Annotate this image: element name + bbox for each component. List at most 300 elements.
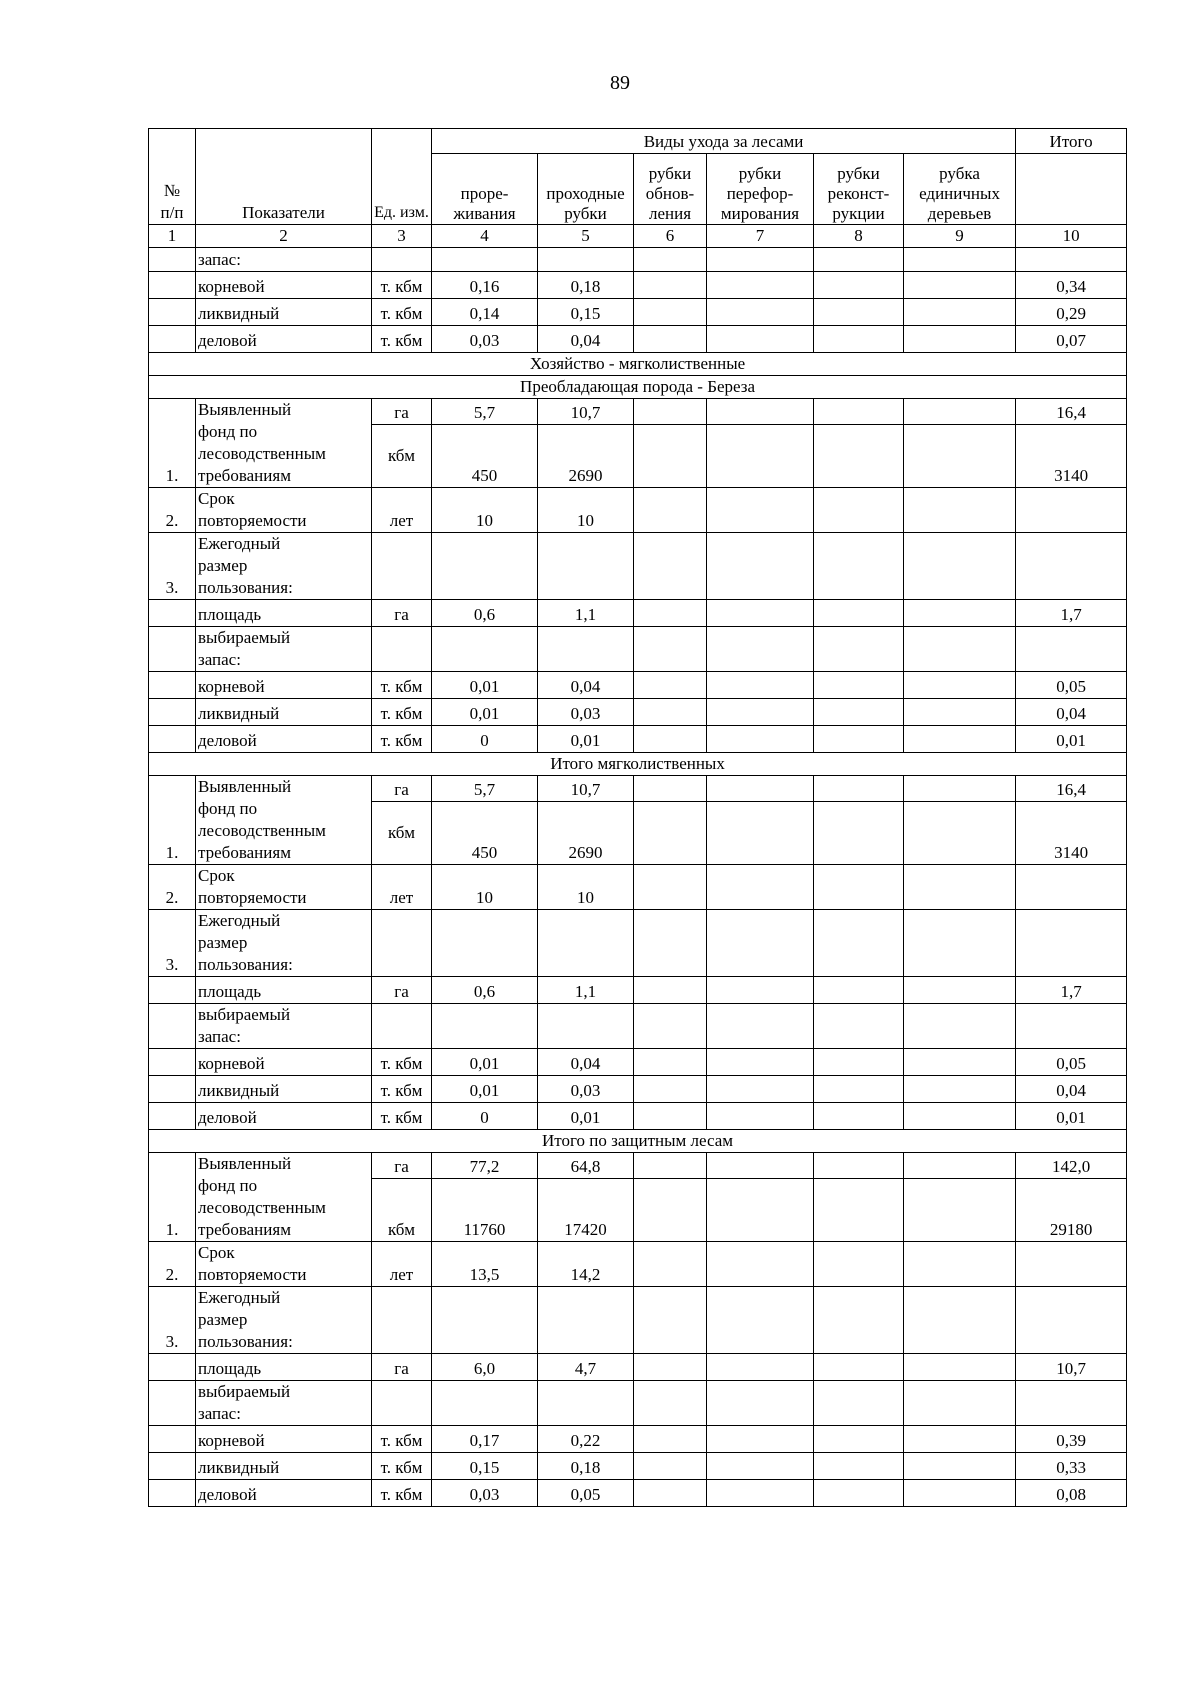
empty-cell xyxy=(634,1049,707,1076)
empty-cell xyxy=(634,1453,707,1480)
indicator-label: площадь xyxy=(196,1354,372,1381)
empty-cell xyxy=(538,627,634,672)
header-type: рубка единичных деревьев xyxy=(904,154,1016,225)
indicator-label: Ежегодный размер пользования: xyxy=(196,533,372,600)
empty-cell xyxy=(904,1287,1016,1354)
empty-cell xyxy=(149,1076,196,1103)
column-number: 10 xyxy=(1016,225,1127,248)
indicator-label: корневой xyxy=(196,272,372,299)
unit-cell: кбм xyxy=(372,802,432,865)
empty-cell xyxy=(634,600,707,627)
empty-cell xyxy=(634,1153,707,1179)
indicator-label: Срок повторяемости xyxy=(196,1242,372,1287)
empty-cell xyxy=(904,726,1016,753)
indicator-label: площадь xyxy=(196,600,372,627)
value-thinning: 13,5 xyxy=(432,1242,538,1287)
empty-cell xyxy=(814,1287,904,1354)
empty-cell xyxy=(814,1103,904,1130)
empty-cell xyxy=(814,627,904,672)
value-passage-cut: 0,22 xyxy=(538,1426,634,1453)
value-thinning: 10 xyxy=(432,865,538,910)
empty-cell xyxy=(634,1076,707,1103)
value-passage-cut: 0,15 xyxy=(538,299,634,326)
empty-cell xyxy=(634,1354,707,1381)
empty-cell xyxy=(707,399,814,425)
empty-cell xyxy=(904,1103,1016,1130)
empty-cell xyxy=(634,1004,707,1049)
value-thinning xyxy=(432,248,538,272)
empty-cell xyxy=(814,977,904,1004)
empty-cell xyxy=(707,248,814,272)
value-thinning: 0 xyxy=(432,726,538,753)
empty-cell xyxy=(707,533,814,600)
empty-cell xyxy=(814,1004,904,1049)
indicator-label: Выявленный фонд по лесоводственным требованиям xyxy=(196,399,372,488)
header-type: рубки перефор- мирования xyxy=(707,154,814,225)
value-total: 3140 xyxy=(1016,425,1127,488)
empty-cell xyxy=(149,299,196,326)
empty-cell xyxy=(149,1426,196,1453)
unit-cell: т. кбм xyxy=(372,299,432,326)
empty-cell xyxy=(904,1179,1016,1242)
empty-cell xyxy=(634,1103,707,1130)
indicator-label: деловой xyxy=(196,1480,372,1507)
header-num: № п/п xyxy=(149,129,196,225)
empty-cell xyxy=(634,1179,707,1242)
empty-cell xyxy=(538,1004,634,1049)
empty-cell xyxy=(634,699,707,726)
value-total: 29180 xyxy=(1016,1179,1127,1242)
empty-cell xyxy=(814,1153,904,1179)
empty-cell xyxy=(1016,1004,1127,1049)
empty-cell xyxy=(372,627,432,672)
indicator-label: выбираемый запас: xyxy=(196,1381,372,1426)
value-total: 16,4 xyxy=(1016,399,1127,425)
value-total: 0,05 xyxy=(1016,1049,1127,1076)
empty-cell xyxy=(149,726,196,753)
indicator-label: запас: xyxy=(196,248,372,272)
empty-cell xyxy=(707,1287,814,1354)
empty-cell xyxy=(372,910,432,977)
empty-cell xyxy=(904,488,1016,533)
empty-cell xyxy=(904,1242,1016,1287)
empty-cell xyxy=(707,1179,814,1242)
row-number: 1. xyxy=(149,1153,196,1242)
value-thinning: 0,14 xyxy=(432,299,538,326)
empty-cell xyxy=(904,672,1016,699)
empty-cell xyxy=(1016,488,1127,533)
empty-cell xyxy=(149,248,196,272)
empty-cell xyxy=(1016,627,1127,672)
value-thinning: 6,0 xyxy=(432,1354,538,1381)
empty-cell xyxy=(372,1381,432,1426)
indicator-label: Ежегодный размер пользования: xyxy=(196,910,372,977)
row-number: 2. xyxy=(149,488,196,533)
empty-cell xyxy=(432,1287,538,1354)
empty-cell xyxy=(814,299,904,326)
section-title: Итого мягколиственных xyxy=(149,753,1127,776)
empty-cell xyxy=(372,1004,432,1049)
value-passage-cut: 10 xyxy=(538,865,634,910)
value-passage-cut: 10,7 xyxy=(538,399,634,425)
empty-cell xyxy=(634,977,707,1004)
empty-cell xyxy=(814,1076,904,1103)
row-number: 2. xyxy=(149,1242,196,1287)
unit-cell: т. кбм xyxy=(372,699,432,726)
indicator-label: деловой xyxy=(196,726,372,753)
empty-cell xyxy=(904,326,1016,353)
value-thinning: 0,6 xyxy=(432,600,538,627)
value-thinning: 77,2 xyxy=(432,1153,538,1179)
empty-cell xyxy=(634,776,707,802)
column-number: 7 xyxy=(707,225,814,248)
indicator-label: ликвидный xyxy=(196,1453,372,1480)
empty-cell xyxy=(814,1179,904,1242)
unit-cell: т. кбм xyxy=(372,326,432,353)
empty-cell xyxy=(432,627,538,672)
empty-cell xyxy=(634,1242,707,1287)
empty-cell xyxy=(149,1049,196,1076)
column-number: 5 xyxy=(538,225,634,248)
value-thinning: 0,15 xyxy=(432,1453,538,1480)
empty-cell xyxy=(814,776,904,802)
empty-cell xyxy=(149,1354,196,1381)
empty-cell xyxy=(904,1381,1016,1426)
empty-cell xyxy=(149,1103,196,1130)
value-thinning: 0,03 xyxy=(432,1480,538,1507)
header-unit: Ед. изм. xyxy=(372,129,432,225)
empty-cell xyxy=(634,726,707,753)
indicator-label: ликвидный xyxy=(196,1076,372,1103)
empty-cell xyxy=(904,910,1016,977)
value-thinning: 450 xyxy=(432,425,538,488)
empty-cell xyxy=(904,299,1016,326)
empty-cell xyxy=(707,802,814,865)
value-total: 0,33 xyxy=(1016,1453,1127,1480)
header-type: проре- живания xyxy=(432,154,538,225)
value-total: 0,08 xyxy=(1016,1480,1127,1507)
empty-cell xyxy=(707,1381,814,1426)
empty-cell xyxy=(1016,910,1127,977)
empty-cell xyxy=(814,1354,904,1381)
empty-cell xyxy=(814,699,904,726)
value-passage-cut: 2690 xyxy=(538,425,634,488)
empty-cell xyxy=(707,776,814,802)
indicator-label: ликвидный xyxy=(196,299,372,326)
empty-cell xyxy=(634,399,707,425)
column-number: 8 xyxy=(814,225,904,248)
empty-cell xyxy=(814,726,904,753)
value-thinning: 5,7 xyxy=(432,399,538,425)
empty-cell xyxy=(904,600,1016,627)
empty-cell xyxy=(707,1049,814,1076)
empty-cell xyxy=(432,533,538,600)
value-total: 142,0 xyxy=(1016,1153,1127,1179)
empty-cell xyxy=(814,425,904,488)
row-number: 1. xyxy=(149,776,196,865)
unit-cell: кбм xyxy=(372,425,432,488)
unit-cell: т. кбм xyxy=(372,1453,432,1480)
row-number: 3. xyxy=(149,533,196,600)
empty-cell xyxy=(814,1242,904,1287)
empty-cell xyxy=(707,299,814,326)
empty-cell xyxy=(814,1426,904,1453)
empty-cell xyxy=(432,910,538,977)
empty-cell xyxy=(149,600,196,627)
row-number: 3. xyxy=(149,910,196,977)
value-thinning: 11760 xyxy=(432,1179,538,1242)
empty-cell xyxy=(904,1076,1016,1103)
empty-cell xyxy=(1016,865,1127,910)
unit-cell: т. кбм xyxy=(372,1103,432,1130)
empty-cell xyxy=(634,248,707,272)
empty-cell xyxy=(707,1453,814,1480)
header-group: Виды ухода за лесами xyxy=(432,129,1016,154)
empty-cell xyxy=(707,1354,814,1381)
unit-cell: т. кбм xyxy=(372,1076,432,1103)
empty-cell xyxy=(707,910,814,977)
indicator-label: Срок повторяемости xyxy=(196,865,372,910)
empty-cell xyxy=(149,272,196,299)
value-passage-cut: 14,2 xyxy=(538,1242,634,1287)
empty-cell xyxy=(149,672,196,699)
unit-cell: га xyxy=(372,600,432,627)
empty-cell xyxy=(634,627,707,672)
empty-cell xyxy=(1016,1242,1127,1287)
value-thinning: 0,01 xyxy=(432,1049,538,1076)
empty-cell xyxy=(904,1049,1016,1076)
empty-cell xyxy=(707,1153,814,1179)
unit-cell: т. кбм xyxy=(372,1480,432,1507)
unit-cell xyxy=(372,248,432,272)
indicator-label: ликвидный xyxy=(196,699,372,726)
unit-cell: лет xyxy=(372,1242,432,1287)
unit-cell: кбм xyxy=(372,1179,432,1242)
unit-cell: га xyxy=(372,1354,432,1381)
indicator-label: площадь xyxy=(196,977,372,1004)
value-total: 0,34 xyxy=(1016,272,1127,299)
value-passage-cut: 64,8 xyxy=(538,1153,634,1179)
column-number: 3 xyxy=(372,225,432,248)
value-passage-cut: 4,7 xyxy=(538,1354,634,1381)
header-type: рубки реконст- рукции xyxy=(814,154,904,225)
value-passage-cut: 1,1 xyxy=(538,600,634,627)
empty-cell xyxy=(814,910,904,977)
empty-cell xyxy=(814,399,904,425)
empty-cell xyxy=(904,802,1016,865)
value-thinning: 0,03 xyxy=(432,326,538,353)
value-passage-cut: 0,01 xyxy=(538,1103,634,1130)
value-passage-cut: 0,04 xyxy=(538,672,634,699)
value-thinning: 10 xyxy=(432,488,538,533)
empty-cell xyxy=(149,699,196,726)
empty-cell xyxy=(904,248,1016,272)
empty-cell xyxy=(634,1287,707,1354)
indicator-label: корневой xyxy=(196,672,372,699)
empty-cell xyxy=(904,776,1016,802)
value-thinning: 0,01 xyxy=(432,1076,538,1103)
empty-cell xyxy=(814,272,904,299)
empty-cell xyxy=(149,977,196,1004)
empty-cell xyxy=(634,425,707,488)
value-total: 16,4 xyxy=(1016,776,1127,802)
value-thinning: 0,17 xyxy=(432,1426,538,1453)
value-passage-cut: 0,03 xyxy=(538,699,634,726)
section-title: Хозяйство - мягколиственные xyxy=(149,353,1127,376)
value-passage-cut: 0,18 xyxy=(538,1453,634,1480)
empty-cell xyxy=(814,248,904,272)
row-number: 2. xyxy=(149,865,196,910)
unit-cell: лет xyxy=(372,865,432,910)
empty-cell xyxy=(707,272,814,299)
empty-cell xyxy=(1016,1287,1127,1354)
empty-cell xyxy=(538,1381,634,1426)
empty-cell xyxy=(814,1480,904,1507)
empty-cell xyxy=(707,488,814,533)
value-total: 3140 xyxy=(1016,802,1127,865)
empty-cell xyxy=(432,1381,538,1426)
value-total: 1,7 xyxy=(1016,600,1127,627)
empty-cell xyxy=(904,1453,1016,1480)
empty-cell xyxy=(904,699,1016,726)
empty-cell xyxy=(707,865,814,910)
empty-cell xyxy=(149,1480,196,1507)
column-number: 9 xyxy=(904,225,1016,248)
column-number: 6 xyxy=(634,225,707,248)
column-number: 1 xyxy=(149,225,196,248)
unit-cell: га xyxy=(372,776,432,802)
empty-cell xyxy=(707,699,814,726)
value-total: 0,01 xyxy=(1016,726,1127,753)
empty-cell xyxy=(814,865,904,910)
empty-cell xyxy=(432,1004,538,1049)
unit-cell: га xyxy=(372,977,432,1004)
value-thinning: 0,16 xyxy=(432,272,538,299)
value-passage-cut: 10,7 xyxy=(538,776,634,802)
empty-cell xyxy=(372,1287,432,1354)
unit-cell: т. кбм xyxy=(372,672,432,699)
value-passage-cut: 0,04 xyxy=(538,326,634,353)
indicator-label: выбираемый запас: xyxy=(196,627,372,672)
empty-cell xyxy=(634,326,707,353)
empty-cell xyxy=(707,1480,814,1507)
value-total xyxy=(1016,248,1127,272)
unit-cell: га xyxy=(372,399,432,425)
forest-care-table xyxy=(148,128,1127,1507)
empty-cell xyxy=(707,1242,814,1287)
indicator-label: Выявленный фонд по лесоводственным требованиям xyxy=(196,1153,372,1242)
unit-cell: т. кбм xyxy=(372,1426,432,1453)
empty-cell xyxy=(707,1004,814,1049)
empty-cell xyxy=(814,533,904,600)
section-title: Преобладающая порода - Береза xyxy=(149,376,1127,399)
column-number: 2 xyxy=(196,225,372,248)
empty-cell xyxy=(149,1004,196,1049)
value-thinning: 0,01 xyxy=(432,699,538,726)
indicator-label: деловой xyxy=(196,326,372,353)
empty-cell xyxy=(814,672,904,699)
empty-cell xyxy=(707,627,814,672)
unit-cell: лет xyxy=(372,488,432,533)
empty-cell xyxy=(814,1453,904,1480)
empty-cell xyxy=(904,399,1016,425)
empty-cell xyxy=(707,977,814,1004)
empty-cell xyxy=(707,672,814,699)
empty-cell xyxy=(634,910,707,977)
empty-cell xyxy=(814,802,904,865)
empty-cell xyxy=(634,1426,707,1453)
value-passage-cut xyxy=(538,248,634,272)
row-number: 3. xyxy=(149,1287,196,1354)
empty-cell xyxy=(814,488,904,533)
indicator-label: выбираемый запас: xyxy=(196,1004,372,1049)
value-total: 1,7 xyxy=(1016,977,1127,1004)
empty-cell xyxy=(707,1076,814,1103)
empty-cell xyxy=(634,299,707,326)
value-passage-cut: 1,1 xyxy=(538,977,634,1004)
empty-cell xyxy=(634,865,707,910)
value-total: 10,7 xyxy=(1016,1354,1127,1381)
unit-cell: т. кбм xyxy=(372,1049,432,1076)
empty-cell xyxy=(538,533,634,600)
value-passage-cut: 2690 xyxy=(538,802,634,865)
indicator-label: деловой xyxy=(196,1103,372,1130)
empty-cell xyxy=(538,910,634,977)
unit-cell: т. кбм xyxy=(372,726,432,753)
value-total: 0,05 xyxy=(1016,672,1127,699)
empty-cell xyxy=(707,1426,814,1453)
header-type: рубки обнов- ления xyxy=(634,154,707,225)
indicator-label: корневой xyxy=(196,1049,372,1076)
empty-cell xyxy=(634,672,707,699)
empty-cell xyxy=(707,1103,814,1130)
indicator-label: корневой xyxy=(196,1426,372,1453)
value-thinning: 0,01 xyxy=(432,672,538,699)
header-total: Итого xyxy=(1016,129,1127,154)
empty-cell xyxy=(707,600,814,627)
empty-cell xyxy=(904,1153,1016,1179)
page-number: 89 xyxy=(610,72,630,94)
empty-cell xyxy=(814,1381,904,1426)
empty-cell xyxy=(904,533,1016,600)
value-total: 0,29 xyxy=(1016,299,1127,326)
empty-cell xyxy=(149,326,196,353)
empty-cell xyxy=(904,1004,1016,1049)
value-thinning: 0,6 xyxy=(432,977,538,1004)
empty-cell xyxy=(904,1426,1016,1453)
value-passage-cut: 0,03 xyxy=(538,1076,634,1103)
empty-cell xyxy=(1016,533,1127,600)
header-indicator: Показатели xyxy=(196,129,372,225)
empty-cell xyxy=(634,1381,707,1426)
indicator-label: Ежегодный размер пользования: xyxy=(196,1287,372,1354)
value-passage-cut: 0,04 xyxy=(538,1049,634,1076)
empty-cell xyxy=(707,326,814,353)
indicator-label: Срок повторяемости xyxy=(196,488,372,533)
empty-cell xyxy=(634,488,707,533)
value-passage-cut: 0,05 xyxy=(538,1480,634,1507)
empty-cell xyxy=(904,272,1016,299)
empty-cell xyxy=(707,425,814,488)
unit-cell: т. кбм xyxy=(372,272,432,299)
empty-cell xyxy=(634,802,707,865)
header-total-blank xyxy=(1016,154,1127,225)
empty-cell xyxy=(538,1287,634,1354)
empty-cell xyxy=(904,865,1016,910)
unit-cell: га xyxy=(372,1153,432,1179)
empty-cell xyxy=(372,533,432,600)
value-passage-cut: 17420 xyxy=(538,1179,634,1242)
